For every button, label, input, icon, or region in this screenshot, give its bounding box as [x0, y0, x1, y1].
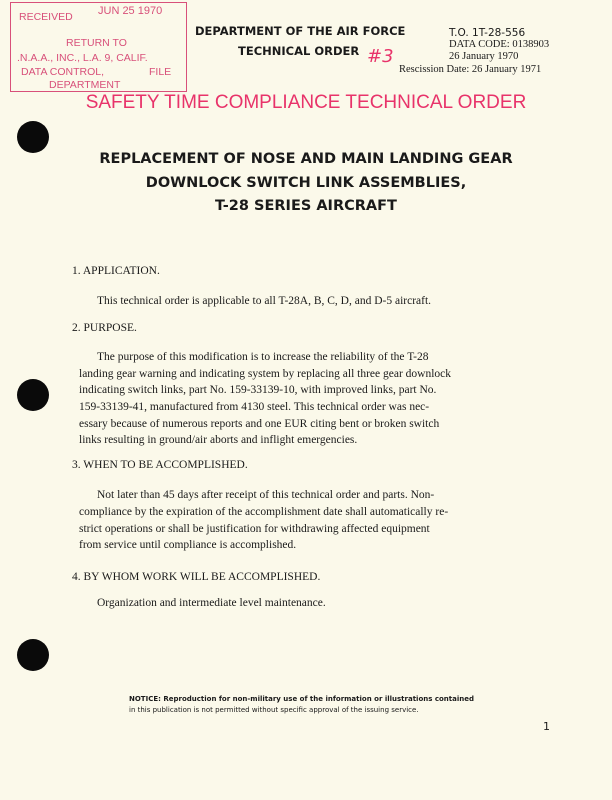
issue-date: 26 January 1970 — [449, 51, 519, 62]
section-text: indicating switch links, part No. 159-33139-10, with improved links, part No. — [79, 384, 437, 396]
section-text: Not later than 45 days after receipt of this technical order and parts. Non- — [97, 489, 435, 501]
section-text: The purpose of this modification is to increase the reliability of the T-28 — [97, 351, 429, 363]
section-heading: 3. WHEN TO BE ACCOMPLISHED. — [72, 459, 248, 471]
section-text: from service until compliance is accomplished. — [79, 539, 297, 551]
stamp-line: DEPARTMENT — [49, 79, 121, 91]
page-number: 1 — [543, 720, 550, 733]
stamp-line: DATA CONTROL, — [21, 66, 105, 78]
rescission-date: Rescission Date: 26 January 1971 — [399, 64, 542, 75]
received-stamp — [10, 2, 187, 92]
section-text: compliance by the expiration of the accomplishment date shall automatically re- — [79, 506, 449, 518]
safety-banner: SAFETY TIME COMPLIANCE TECHNICAL ORDER — [85, 92, 527, 113]
punch-hole — [17, 121, 49, 153]
title-line: T-28 SERIES AIRCRAFT — [215, 198, 397, 214]
section-text: strict operations or shall be justification for withdrawing affected equipment — [79, 523, 430, 535]
data-code: DATA CODE: 0138903 — [449, 39, 550, 50]
section-text: Organization and intermediate level maintenance. — [97, 597, 326, 609]
stamp-line: RETURN TO — [66, 37, 127, 49]
title-line: REPLACEMENT OF NOSE AND MAIN LANDING GEAR — [99, 151, 513, 167]
notice-line: NOTICE: Reproduction for non-military use of the information or illustrations contained — [129, 695, 474, 703]
to-number: T.O. 1T-28-556 — [449, 27, 526, 39]
stamp-received: RECEIVED — [19, 11, 73, 23]
notice-line: in this publication is not permitted without specific approval of the issuing service. — [129, 706, 419, 714]
section-heading: 2. PURPOSE. — [72, 322, 137, 334]
department-heading: DEPARTMENT OF THE AIR FORCE — [195, 24, 406, 38]
section-text: This technical order is applicable to all T-28A, B, C, D, and D-5 aircraft. — [97, 295, 432, 307]
section-text: landing gear warning and indicating system by replacing all three gear downlock — [79, 368, 452, 380]
punch-hole — [17, 639, 49, 671]
section-text: essary because of numerous reports and one EUR citing bent or broken switch — [79, 418, 440, 430]
handwritten-number: #3 — [367, 46, 394, 67]
title-line: DOWNLOCK SWITCH LINK ASSEMBLIES, — [145, 175, 467, 191]
section-heading: 1. APPLICATION. — [72, 265, 160, 277]
section-text: links resulting in ground/air aborts and inflight emergencies. — [79, 434, 358, 446]
section-text: 159-33139-41, manufactured from 4130 steel. This technical order was nec- — [79, 401, 430, 413]
section-heading: 4. BY WHOM WORK WILL BE ACCOMPLISHED. — [72, 571, 321, 583]
technical-order-heading: TECHNICAL ORDER — [238, 44, 360, 58]
stamp-line: FILE — [149, 66, 172, 78]
stamp-date: JUN 25 1970 — [98, 5, 163, 17]
punch-hole — [17, 379, 49, 411]
stamp-line: .N.A.A., INC., L.A. 9, CALIF. — [17, 52, 148, 64]
